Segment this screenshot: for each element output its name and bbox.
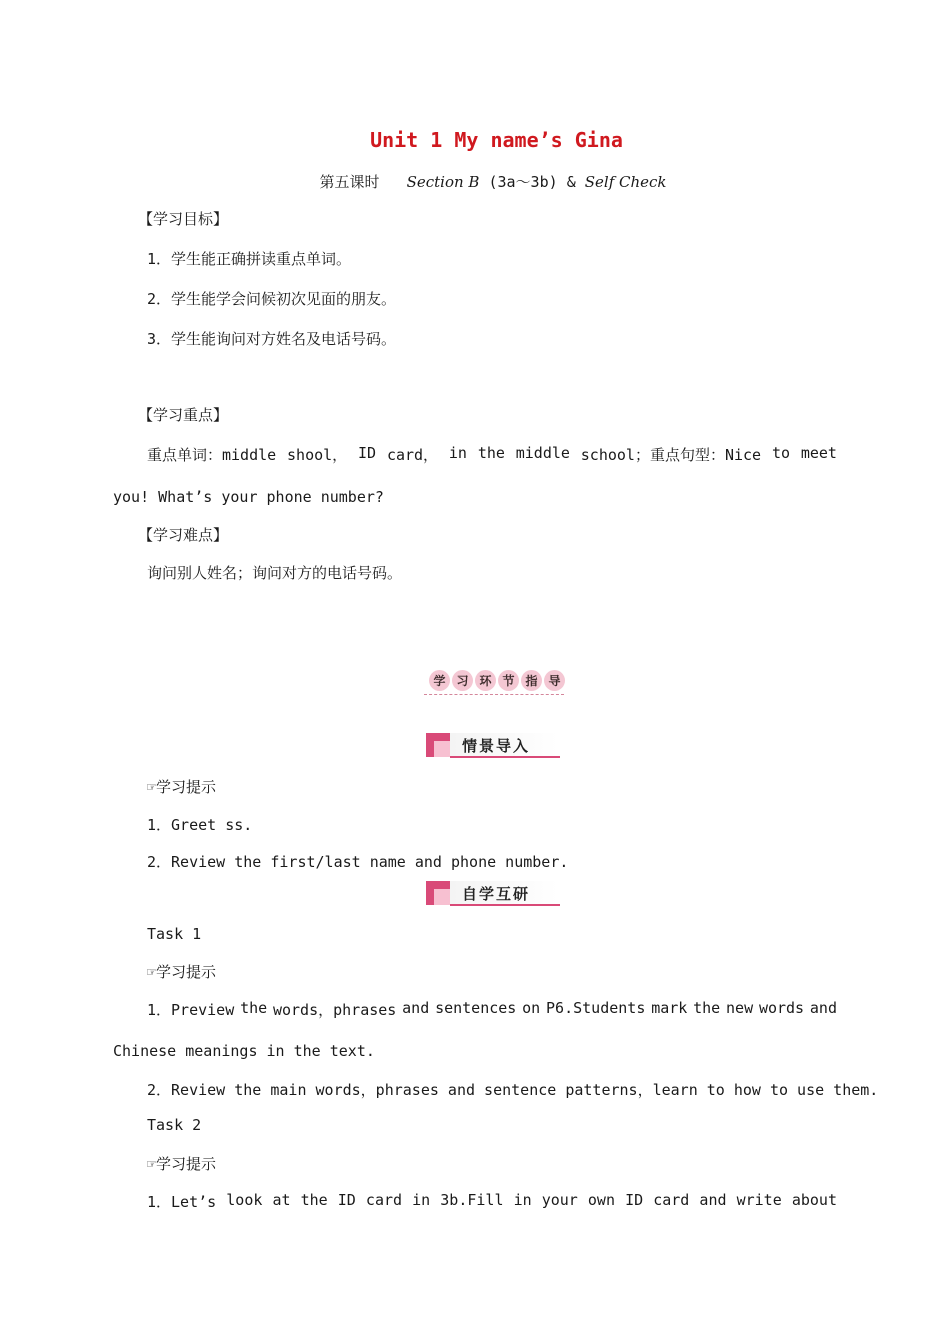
section-label-text: 情景导入 [462,737,531,755]
focus-heading: 【学习重点】 [138,406,229,424]
word: 1．Let’s [147,1193,217,1211]
lesson-subtitle [0,171,950,192]
task-1-item-1 [147,999,837,1020]
word: the [300,1191,328,1209]
word: in [412,1191,431,1209]
self-check: Self Check [584,173,667,191]
banner-char: 学 [429,670,450,691]
lesson-number: 第五课时 [319,173,380,191]
word: on [522,999,541,1017]
word: middle [515,444,570,462]
banner-char: 环 [475,670,496,691]
word: look [226,1191,263,1209]
goal-item-1: 1．学生能正确拼读重点单词。 [147,250,352,268]
difficulty-text: 询问别人姓名；询问对方的电话号码。 [147,564,403,582]
difficulty-heading: 【学习难点】 [138,526,229,544]
word: own [587,1191,615,1209]
banner-divider [424,694,564,695]
section-label-scenario [426,731,560,759]
word: sentences [435,999,517,1017]
word: card， [386,446,439,464]
word: shool， [287,446,348,464]
scenario-item-2: 2．Review the first/last name and phone number. [147,853,569,871]
word: about [791,1191,837,1209]
word: the [477,444,505,462]
word: in [448,444,467,462]
goal-item-3: 3．学生能询问对方姓名及电话号码。 [147,330,397,348]
section-label-self-study [426,879,560,907]
word: 1．Preview [147,1001,235,1019]
word: the [693,999,721,1017]
task-1-item-1-cont: Chinese meanings in the text. [113,1042,375,1060]
word: and [699,1191,727,1209]
banner-char: 节 [498,670,519,691]
word: and [402,999,430,1017]
banner-char: 指 [521,670,542,691]
word: P6.Students [546,999,646,1017]
guide-banner [424,668,568,698]
focus-line-2: you! What’s your phone number? [113,488,384,506]
word: to [771,444,790,462]
page-title: Unit 1 My name’s Gina [370,128,623,152]
section-range: (3a～3b) [488,173,558,191]
task-2-title: Task 2 [147,1116,202,1134]
word: ID [625,1191,644,1209]
task-2-item-1 [147,1191,837,1212]
word: 3b.Fill [440,1191,504,1209]
word: the [240,999,268,1017]
word: in [513,1191,532,1209]
word: school；重点句型：Nice [580,446,762,464]
word: and [809,999,837,1017]
word: card [365,1191,403,1209]
word: card [653,1191,690,1209]
task-1-title: Task 1 [147,925,202,943]
focus-line-1 [147,444,837,465]
ampersand: & [566,173,576,191]
hint-label: ☞学习提示 [147,963,217,981]
banner-char: 导 [544,670,565,691]
word: 重点单词：middle [147,446,277,464]
section-name: Section B [406,173,480,191]
section-label-text: 自学互研 [462,885,531,903]
banner-char: 习 [452,670,473,691]
word: ID [337,1191,356,1209]
task-1-item-2: 2．Review the main words，phrases and sentence patterns，learn to how to use them. [147,1081,879,1099]
scenario-item-1: 1．Greet ss. [147,816,253,834]
word: words [758,999,805,1017]
hint-label: ☞学习提示 [147,778,217,796]
goal-item-2: 2．学生能学会问候初次见面的朋友。 [147,290,397,308]
word: mark [651,999,688,1017]
word: meet [800,444,837,462]
word: ID [358,444,377,462]
word: your [541,1191,578,1209]
goals-heading: 【学习目标】 [138,210,229,228]
word: new [726,999,754,1017]
hint-label: ☞学习提示 [147,1155,217,1173]
word: write [736,1191,782,1209]
word: words，phrases [272,1001,397,1019]
word: at [272,1191,291,1209]
